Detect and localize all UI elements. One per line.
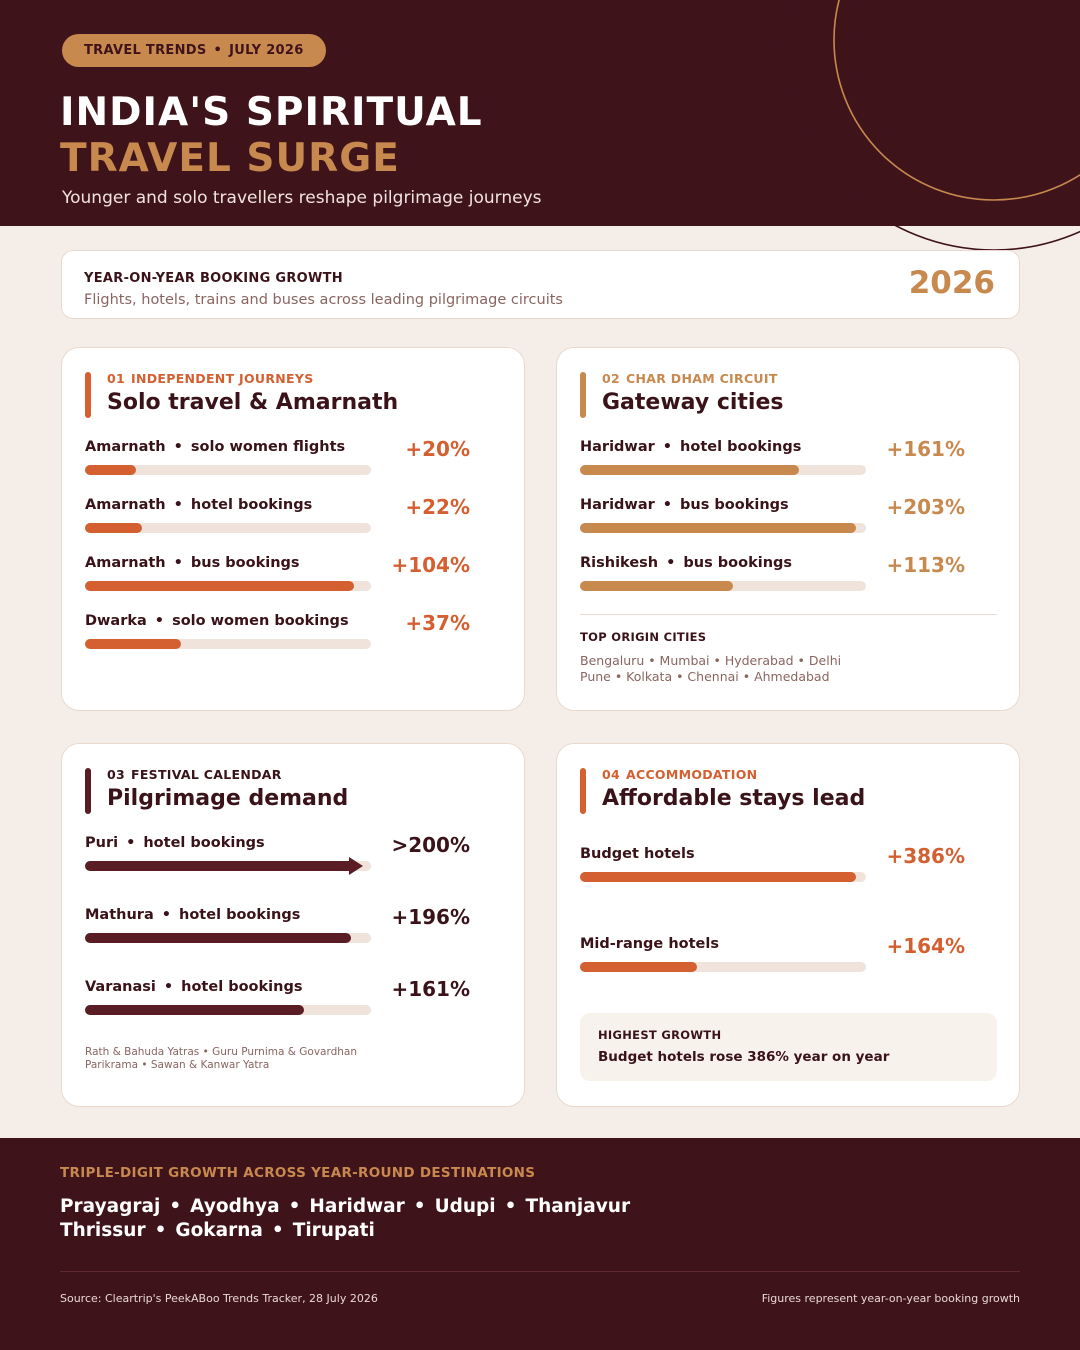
progress-fill bbox=[580, 872, 856, 882]
card-kicker bbox=[602, 767, 757, 782]
stat-place: Puri bbox=[85, 835, 119, 851]
city-name: Udupi bbox=[434, 1196, 496, 1217]
stat-row bbox=[580, 936, 965, 980]
card-accent-bar bbox=[85, 768, 91, 814]
stat-row bbox=[85, 835, 470, 879]
city-separator: • bbox=[413, 1196, 426, 1217]
stat-place: Amarnath bbox=[85, 555, 166, 571]
city-separator: • bbox=[288, 1196, 301, 1217]
stat-place: Budget hotels bbox=[580, 846, 695, 862]
stat-row bbox=[85, 555, 470, 599]
progress-track bbox=[580, 872, 866, 882]
stat-metric: hotel bookings bbox=[143, 835, 265, 851]
city-name: Ayodhya bbox=[190, 1196, 280, 1217]
highlight-box bbox=[580, 1013, 997, 1081]
stat-label bbox=[85, 613, 349, 629]
stat-metric: bus bookings bbox=[683, 555, 793, 571]
progress-track bbox=[85, 1005, 371, 1015]
stat-label bbox=[580, 497, 789, 513]
stat-place: Dwarka bbox=[85, 613, 147, 629]
progress-fill bbox=[85, 523, 142, 533]
city-name: Gokarna bbox=[175, 1220, 263, 1241]
stat-value: +161% bbox=[391, 977, 470, 1001]
stat-label bbox=[85, 439, 345, 455]
progress-fill bbox=[85, 933, 351, 943]
stat-place: Haridwar bbox=[580, 439, 655, 455]
stat-separator: • bbox=[173, 555, 183, 571]
progress-fill bbox=[580, 962, 697, 972]
progress-track bbox=[85, 639, 371, 649]
stat-value: +22% bbox=[405, 495, 470, 519]
growth-strip-year: 2026 bbox=[908, 265, 995, 301]
stat-row bbox=[85, 979, 470, 1023]
footer-divider bbox=[60, 1271, 1020, 1272]
stat-place: Rishikesh bbox=[580, 555, 659, 571]
stat-row bbox=[580, 555, 965, 599]
origin-cities-label: TOP ORIGIN CITIES bbox=[580, 630, 707, 644]
stat-value: +161% bbox=[886, 437, 965, 461]
highlight-text: Budget hotels rose 386% year on year bbox=[598, 1049, 890, 1065]
growth-strip-description: Flights, hotels, trains and buses across leading pilgrimage circuits bbox=[84, 292, 563, 308]
card-divider bbox=[580, 614, 997, 615]
source-credit: Source: Cleartrip's PeekABoo Trends Tracker, 28 July 2026 bbox=[60, 1292, 378, 1305]
tag-date: JULY 2026 bbox=[229, 43, 304, 58]
stat-row bbox=[85, 907, 470, 951]
stat-value: +386% bbox=[886, 844, 965, 868]
progress-track bbox=[85, 523, 371, 533]
stat-row bbox=[85, 497, 470, 541]
stat-value: +196% bbox=[391, 905, 470, 929]
card-kicker-text: ACCOMMODATION bbox=[626, 767, 758, 782]
card-title: Solo travel & Amarnath bbox=[107, 390, 399, 415]
stat-value: >200% bbox=[391, 833, 470, 857]
date-tag bbox=[62, 34, 326, 67]
card-accent-bar bbox=[580, 372, 586, 418]
stat-separator: • bbox=[173, 497, 183, 513]
stat-value: +164% bbox=[886, 934, 965, 958]
progress-fill bbox=[85, 861, 357, 871]
progress-fill bbox=[580, 523, 856, 533]
card-kicker-text: CHAR DHAM CIRCUIT bbox=[626, 371, 778, 386]
header-banner bbox=[0, 0, 1080, 226]
stat-row bbox=[580, 846, 965, 890]
stat-metric: bus bookings bbox=[190, 555, 300, 571]
city-separator: • bbox=[169, 1196, 182, 1217]
progress-track bbox=[85, 933, 371, 943]
stat-label bbox=[580, 439, 801, 455]
stat-row bbox=[580, 497, 965, 541]
page-subtitle: Younger and solo travellers reshape pilgrimage journeys bbox=[62, 188, 542, 208]
origin-cities-line: Bengaluru • Mumbai • Hyderabad • Delhi bbox=[580, 653, 842, 668]
stat-metric: hotel bookings bbox=[181, 979, 303, 995]
card-kicker-text: INDEPENDENT JOURNEYS bbox=[131, 371, 314, 386]
stat-place: Amarnath bbox=[85, 497, 166, 513]
card-kicker bbox=[602, 371, 778, 386]
stat-place: Mid-range hotels bbox=[580, 936, 719, 952]
stat-label bbox=[85, 497, 312, 513]
card-title: Pilgrimage demand bbox=[107, 786, 349, 811]
progress-track bbox=[580, 523, 866, 533]
stat-value: +113% bbox=[886, 553, 965, 577]
growth-strip-label: YEAR-ON-YEAR BOOKING GROWTH bbox=[84, 271, 343, 286]
growth-summary-strip bbox=[61, 250, 1020, 319]
stat-place: Varanasi bbox=[85, 979, 156, 995]
page-title-line2: TRAVEL SURGE bbox=[60, 136, 400, 181]
stat-value: +104% bbox=[391, 553, 470, 577]
progress-track bbox=[85, 861, 371, 871]
progress-fill bbox=[580, 465, 799, 475]
card-kicker bbox=[107, 767, 282, 782]
stat-separator: • bbox=[161, 907, 172, 923]
stat-metric: hotel bookings bbox=[190, 497, 313, 513]
card-solo-travel bbox=[61, 347, 525, 711]
card-festival-calendar bbox=[61, 743, 525, 1107]
stat-value: +20% bbox=[405, 437, 470, 461]
stat-separator: • bbox=[662, 497, 673, 513]
stat-place: Haridwar bbox=[580, 497, 655, 513]
arrow-right-icon bbox=[349, 857, 367, 875]
card-gateway-cities bbox=[556, 347, 1020, 711]
page-title-line1: INDIA'S SPIRITUAL bbox=[60, 90, 483, 135]
stat-row bbox=[580, 439, 965, 483]
festivals-line: Parikrama • Sawan & Kanwar Yatra bbox=[85, 1059, 270, 1071]
stat-label bbox=[85, 555, 300, 571]
stat-metric: hotel bookings bbox=[179, 907, 301, 923]
stat-metric: solo women bookings bbox=[172, 613, 349, 629]
tag-topic: TRAVEL TRENDS bbox=[84, 43, 207, 58]
stat-place: Amarnath bbox=[85, 439, 166, 455]
stat-separator: • bbox=[662, 439, 673, 455]
stat-separator: • bbox=[163, 979, 174, 995]
card-accommodation bbox=[556, 743, 1020, 1107]
stat-row bbox=[85, 439, 470, 483]
stat-label bbox=[85, 907, 300, 923]
city-separator: • bbox=[504, 1196, 517, 1217]
city-name: Thanjavur bbox=[525, 1196, 631, 1217]
progress-fill bbox=[85, 465, 136, 475]
city-name: Tirupati bbox=[292, 1220, 375, 1241]
figures-note: Figures represent year-on-year booking growth bbox=[761, 1292, 1020, 1305]
card-kicker-text: FESTIVAL CALENDAR bbox=[131, 767, 282, 782]
origin-cities-line: Pune • Kolkata • Chennai • Ahmedabad bbox=[580, 669, 830, 684]
stat-place: Mathura bbox=[85, 907, 154, 923]
progress-track bbox=[580, 581, 866, 591]
progress-track bbox=[85, 465, 371, 475]
progress-track bbox=[580, 465, 866, 475]
footer-cities-line bbox=[60, 1196, 630, 1217]
highlight-label: HIGHEST GROWTH bbox=[598, 1028, 722, 1042]
city-name: Prayagraj bbox=[60, 1196, 161, 1217]
stat-separator: • bbox=[126, 835, 136, 851]
city-separator: • bbox=[271, 1220, 284, 1241]
progress-fill bbox=[85, 639, 181, 649]
stat-label bbox=[580, 555, 792, 571]
city-name: Thrissur bbox=[60, 1220, 146, 1241]
city-name: Haridwar bbox=[309, 1196, 405, 1217]
city-separator: • bbox=[154, 1220, 167, 1241]
festivals-line: Rath & Bahuda Yatras • Guru Purnima & Govardhan bbox=[85, 1046, 358, 1058]
stat-separator: • bbox=[154, 613, 165, 629]
stat-label bbox=[85, 979, 302, 995]
card-accent-bar bbox=[580, 768, 586, 814]
card-number: 02 bbox=[602, 371, 620, 386]
stat-separator: • bbox=[173, 439, 183, 455]
stat-metric: hotel bookings bbox=[680, 439, 802, 455]
stat-separator: • bbox=[666, 555, 676, 571]
card-kicker bbox=[107, 371, 314, 386]
stat-metric: bus bookings bbox=[680, 497, 789, 513]
progress-track bbox=[580, 962, 866, 972]
card-accent-bar bbox=[85, 372, 91, 418]
progress-fill bbox=[85, 1005, 304, 1015]
stat-value: +37% bbox=[405, 611, 470, 635]
stat-metric: solo women flights bbox=[190, 439, 346, 455]
card-number: 04 bbox=[602, 767, 620, 782]
stat-row bbox=[85, 613, 470, 657]
stat-value: +203% bbox=[886, 495, 965, 519]
stat-label bbox=[85, 835, 265, 851]
progress-track bbox=[85, 581, 371, 591]
progress-fill bbox=[85, 581, 354, 591]
footer-heading: TRIPLE-DIGIT GROWTH ACROSS YEAR-ROUND DESTINATIONS bbox=[60, 1165, 536, 1181]
progress-fill bbox=[580, 581, 733, 591]
card-title: Gateway cities bbox=[602, 390, 784, 415]
tag-dot: • bbox=[213, 43, 223, 58]
card-number: 03 bbox=[107, 767, 125, 782]
footer-cities-line bbox=[60, 1220, 375, 1241]
footer-banner bbox=[0, 1138, 1080, 1350]
card-title: Affordable stays lead bbox=[602, 786, 866, 811]
card-number: 01 bbox=[107, 371, 125, 386]
